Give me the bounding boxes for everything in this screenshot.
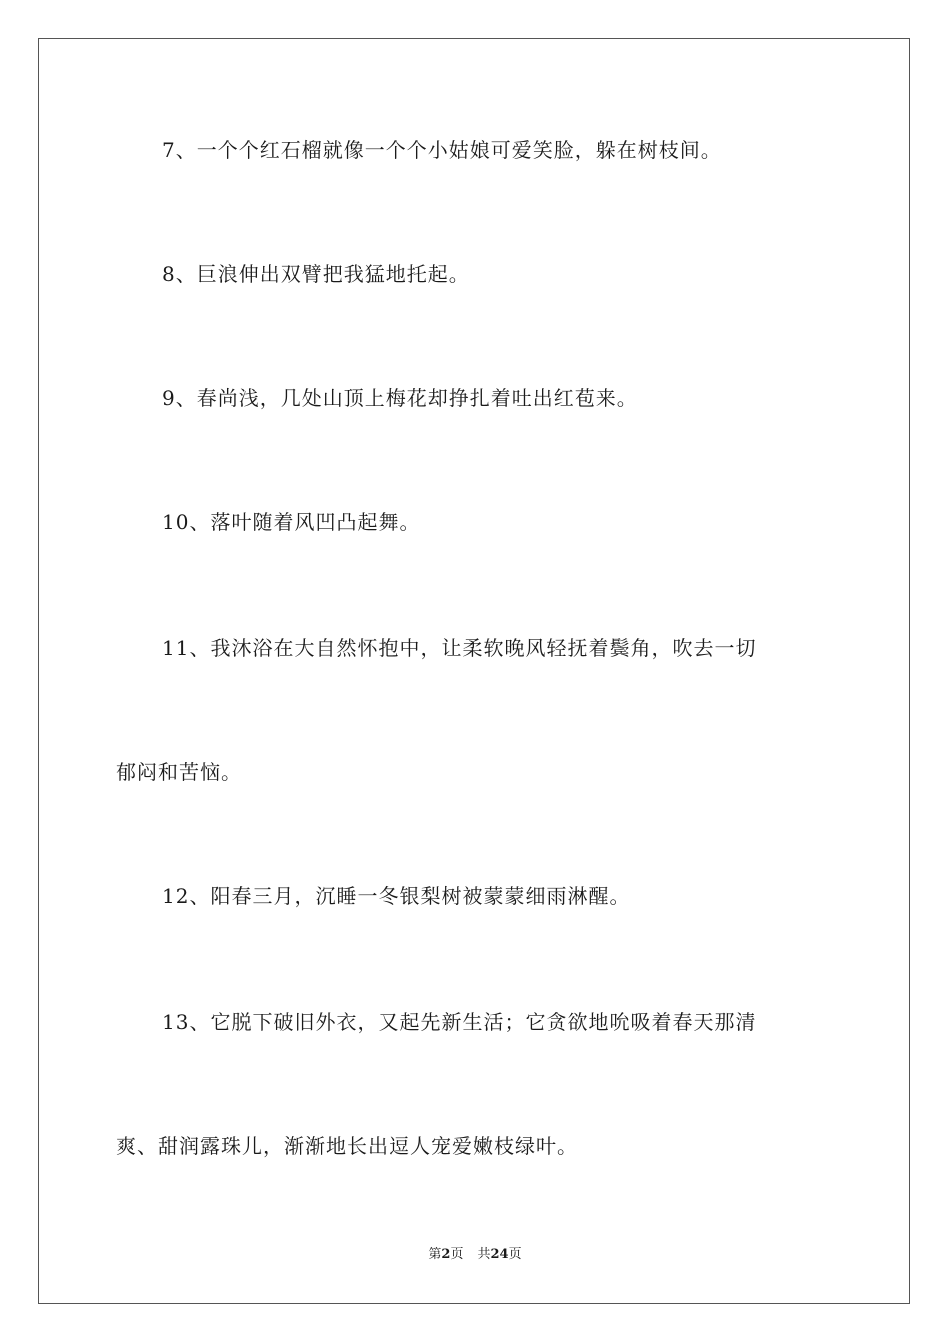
- paragraph-13-line-1: 13、它脱下破旧外衣，又起先新生活；它贪欲地吮吸着春天那清: [162, 1010, 757, 1034]
- paragraph-11-line-2: 郁闷和苦恼。: [116, 760, 242, 784]
- footer-page-prefix: 第: [428, 1247, 442, 1262]
- paragraph-10-line-1: 10、落叶随着风凹凸起舞。: [162, 510, 421, 534]
- footer-page-number: 2: [441, 1247, 451, 1262]
- paragraph-7-line-1: 7、一个个红石榴就像一个个小姑娘可爱笑脸，躲在树枝间。: [162, 138, 722, 162]
- footer-total-prefix: 共: [477, 1247, 491, 1262]
- paragraph-8-line-1: 8、巨浪伸出双臂把我猛地托起。: [162, 262, 470, 286]
- paragraph-9-line-1: 9、春尚浅，几处山顶上梅花却挣扎着吐出红苞来。: [162, 386, 638, 410]
- paragraph-12-line-1: 12、阳春三月，沉睡一冬银梨树被蒙蒙细雨淋醒。: [162, 884, 631, 908]
- paragraph-13-line-2: 爽、甜润露珠儿，渐渐地长出逗人宠爱嫩枝绿叶。: [116, 1134, 578, 1158]
- footer-total-suffix: 页: [508, 1247, 522, 1262]
- footer-total-number: 24: [490, 1247, 509, 1262]
- page-border: [38, 38, 910, 1304]
- page-footer: [0, 1246, 950, 1264]
- paragraph-11-line-1: 11、我沐浴在大自然怀抱中，让柔软晚风轻抚着鬓角，吹去一切: [162, 636, 757, 660]
- footer-page-suffix: 页: [450, 1247, 464, 1262]
